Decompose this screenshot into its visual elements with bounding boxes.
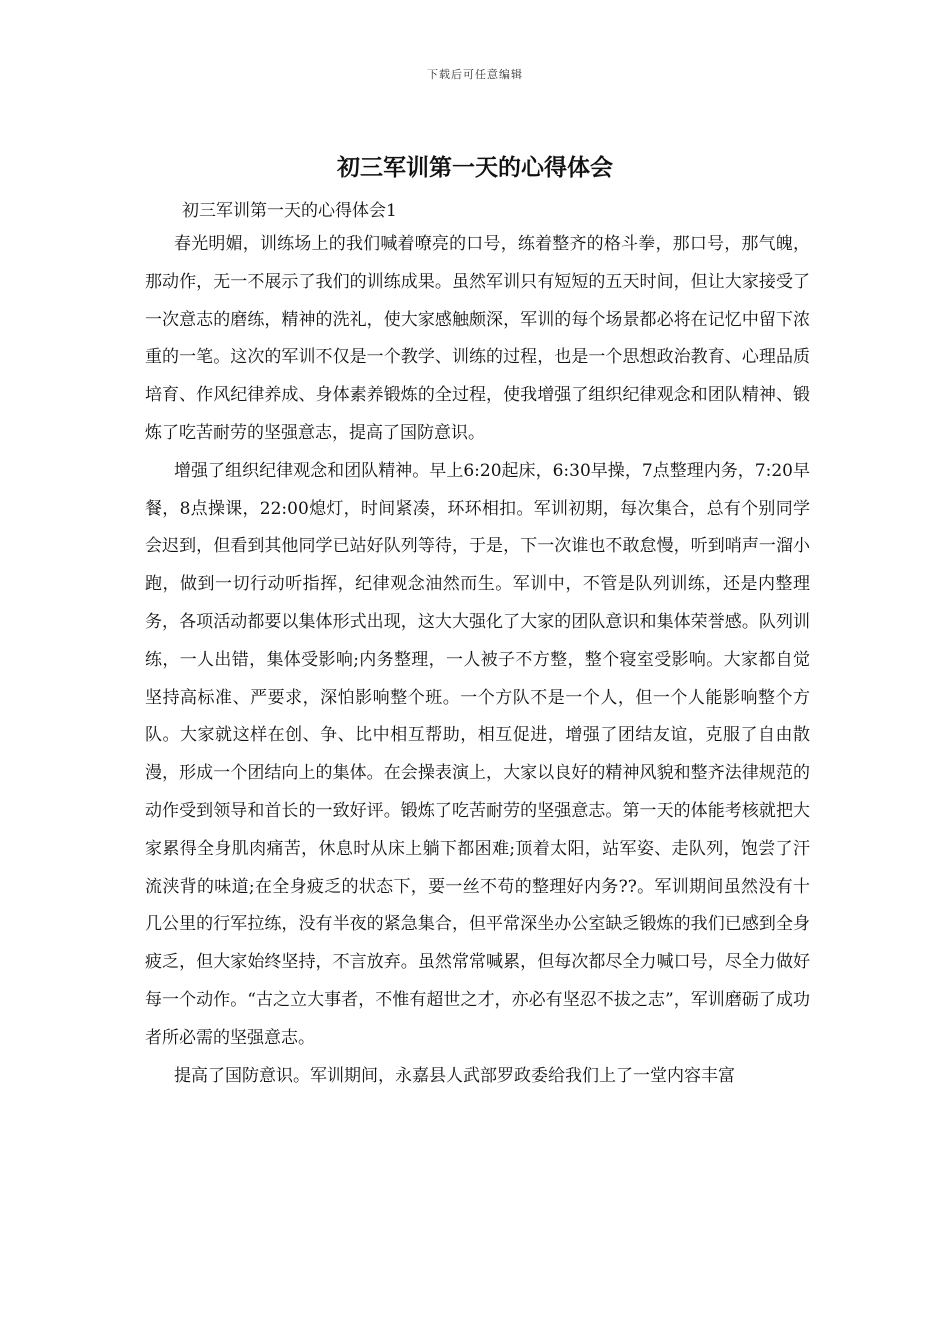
paragraph-1: 春光明媚，训练场上的我们喊着嘹亮的口号，练着整齐的格斗拳，那口号，那气魄，那动作，无一不展示了我们的训练成果。虽然军训只有短短的五天时间，但让大家接受了一次意志的磨练，精神的洗礼，使大家感触颇深，军训的每个场景都必将在记忆中留下浓重的一笔。这次的军训不仅是一个教学、训练的过程，也是一个思想政治教育、心理品质培育、作风纪律养成、身体素养锻炼的全过程，使我增强了组织纪律观念和团队精神、锻炼了吃苦耐劳的坚强意志，提高了国防意识。 [145,234,810,443]
document-title: 初三军训第一天的心得体会 [337,154,613,181]
paragraph-3: 提高了国防意识。军训期间，永嘉县人武部罗政委给我们上了一堂内容丰富 [174,1065,735,1086]
document-subtitle: 初三军训第一天的心得体会1 [182,201,397,221]
document-body [145,196,810,1095]
header-note: 下载后可任意编辑 [427,68,523,81]
paragraph-2: 增强了组织纪律观念和团队精神。早上6:20起床，6:30早操，7点整理内务，7:20早餐，8点操课，22:00熄灯，时间紧凑，环环相扣。军训初期，每次集合，总有个别同学会迟到，但看到其他同学已站好队列等待，于是，下一次谁也不敢怠慢，听到哨声一溜小跑，做到一切行动听指挥，纪律观念油然而生。军训中，不管是队列训练，还是内整理务，各项活动都要以集体形式出现，这大大强化了大家的团队意识和集体荣誉感。队列训练，一人出错，集体受影响;内务整理，一人被子不方整，整个寝室受影响。大家都自觉坚持高标准、严要求，深怕影响整个班。一个方队不是一个人，但一个人能影响整个方队。大家就这样在创、争、比中相互帮助，相互促进，增强了团结友谊，克服了自由散漫，形成一个团结向上的集体。在会操表演上，大家以良好的精神风貌和整齐法律规范的动作受到领导和首长的一致好评。锻炼了吃苦耐劳的坚强意志。第一天的体能考核就把大家累得全身肌肉痛苦，休息时从床上躺下都困难;顶着太阳，站军姿、走队列，饱尝了汗流浃背的味道;在全身疲乏的状态下，要一丝不苟的整理好内务??。军训期间虽然没有十几公里的行军拉练，没有半夜的紧急集合，但平常深坐办公室缺乏锻炼的我们已感到全身疲乏，但大家始终坚持，不言放弃。虽然常常喊累，但每次都尽全力喊口号，尽全力做好每一个动作。“古之立大事者，不惟有超世之才，亦必有坚忍不拔之志”，军训磨砺了成功者所必需的坚强意志。 [145,460,810,1048]
